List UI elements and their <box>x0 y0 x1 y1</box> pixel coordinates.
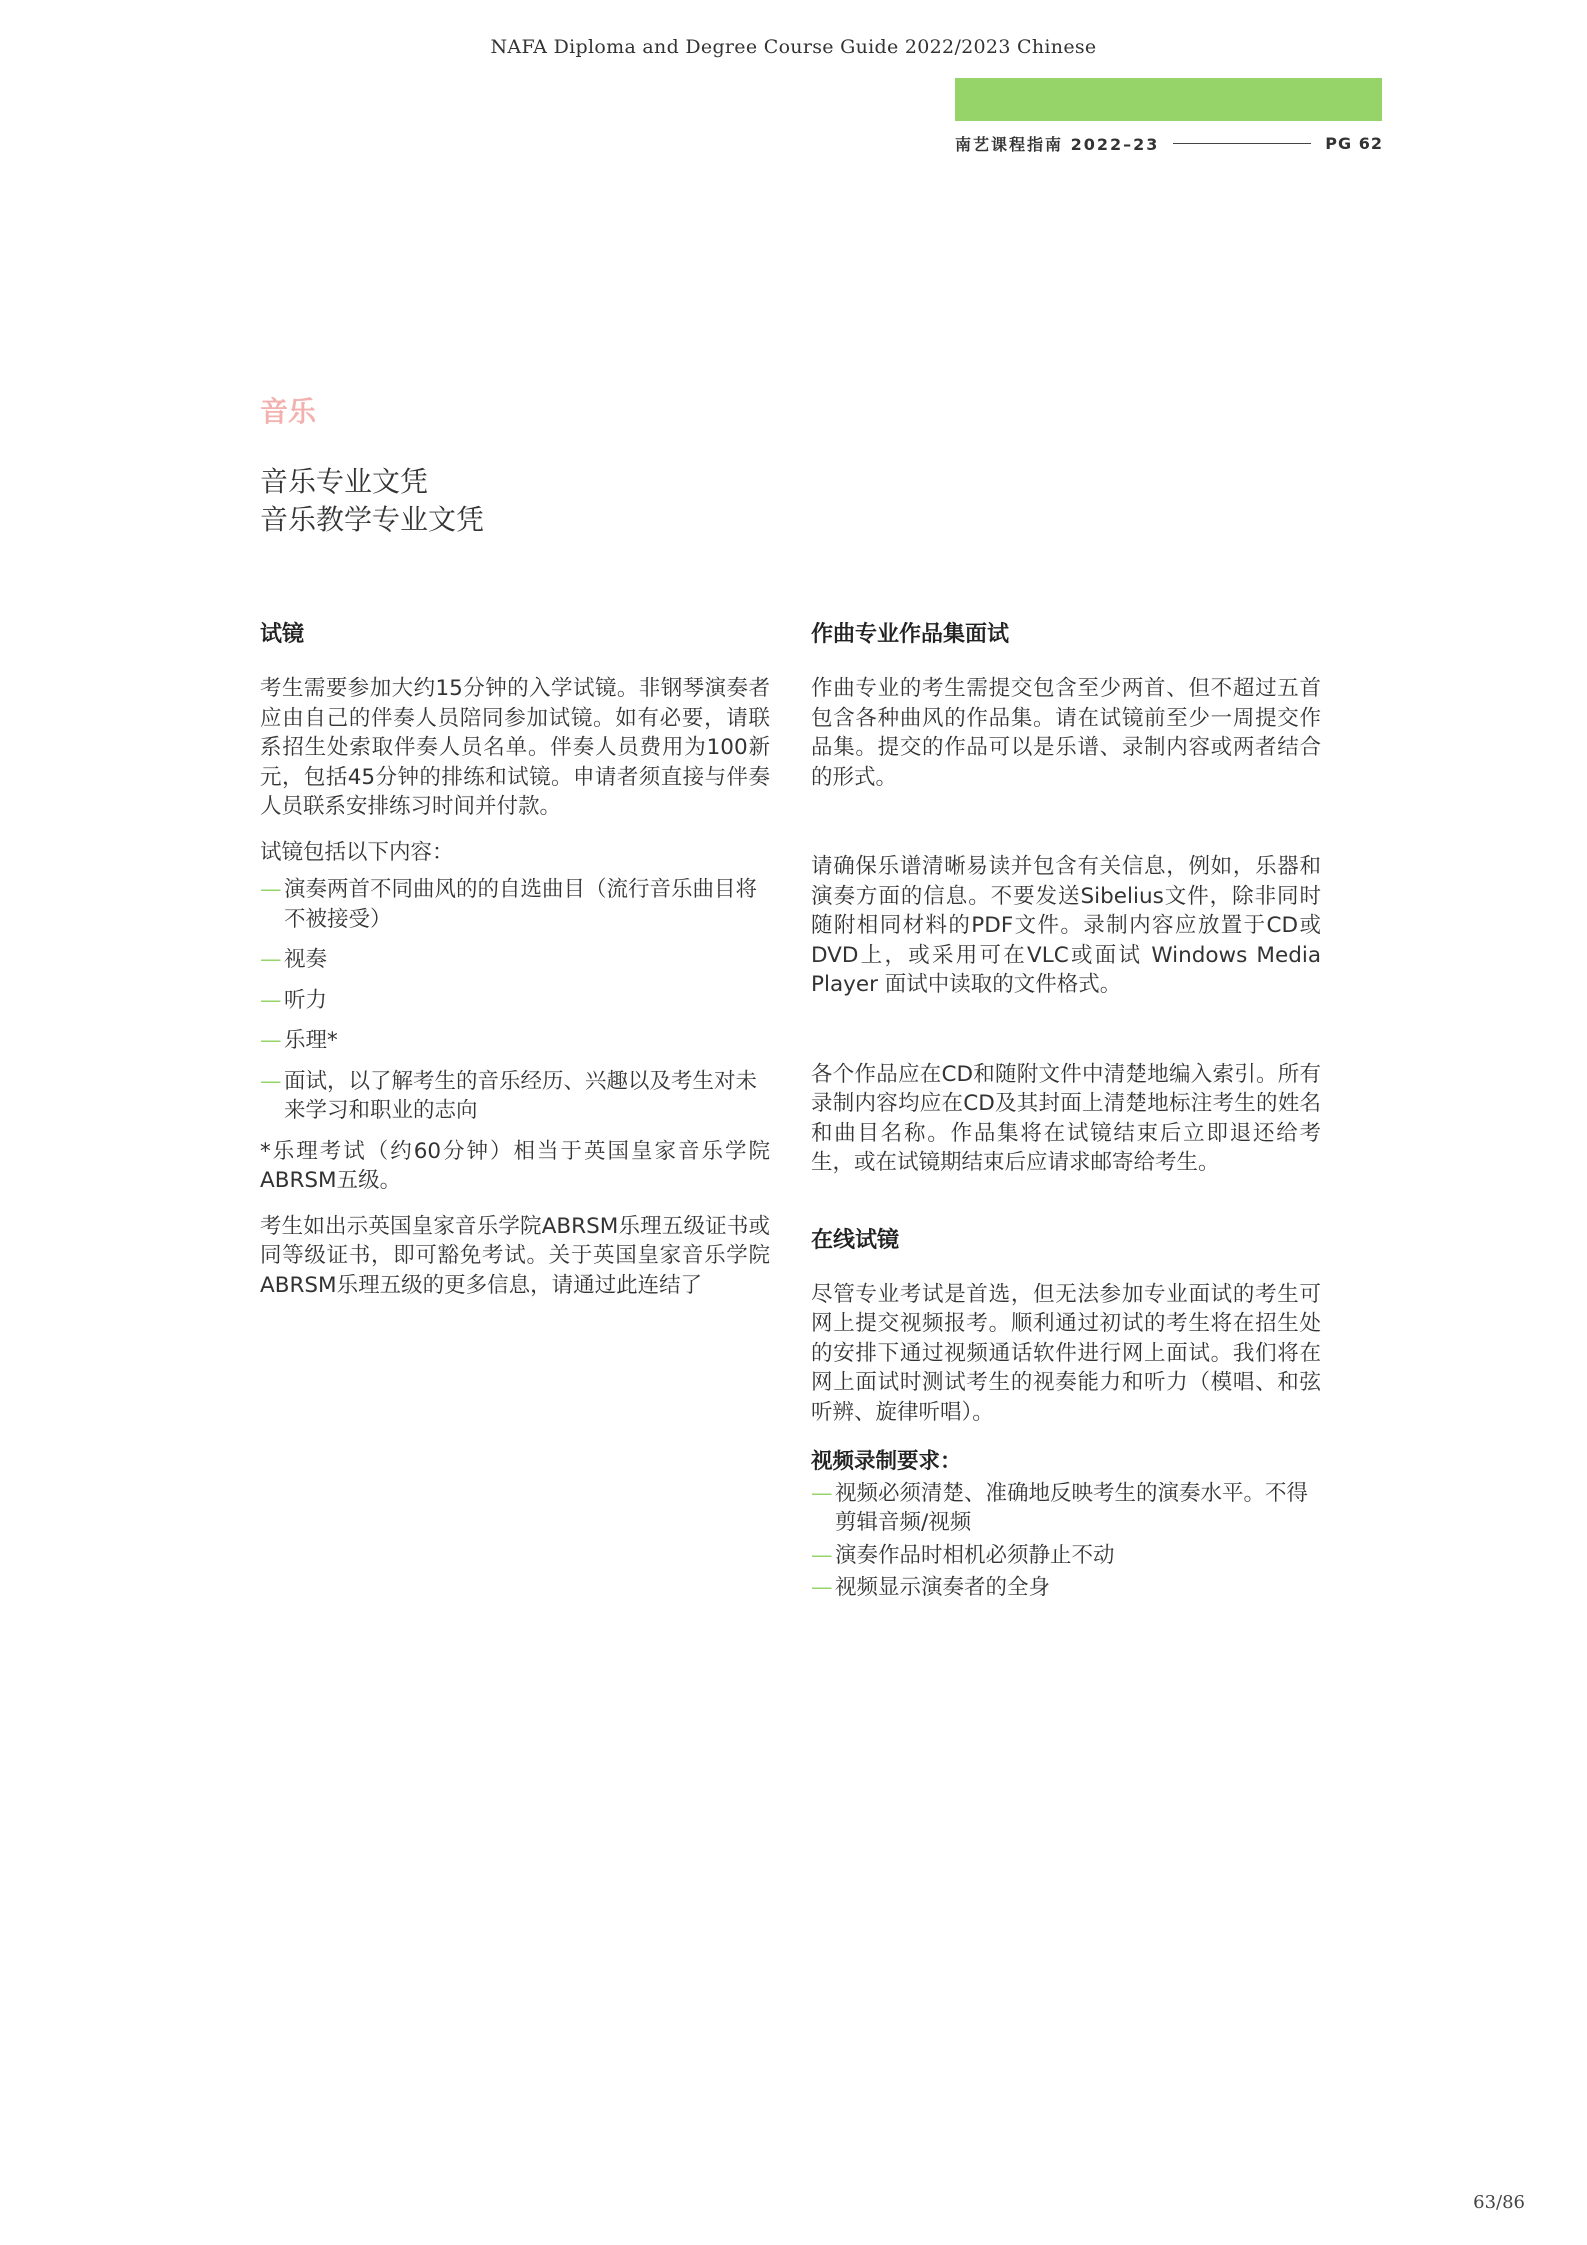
list-item: — 视奏 <box>260 945 770 975</box>
program-title-1: 音乐专业文凭 <box>260 465 429 498</box>
exemption-note: 考生如出示英国皇家音乐学院ABRSM乐理五级证书或同等级证书，即可豁免考试。关于英国皇家音乐学院ABRSM乐理五级的更多信息，请通过此连结了 <box>260 1213 770 1298</box>
composition-paragraph-1: 作曲专业的考生需提交包含至少两首、但不超过五首包含各种曲风的作品集。请在试镜前至少一周提交作品集。提交的作品可以是乐谱、录制内容或两者结合的形式。 <box>811 676 1321 790</box>
list-item: — 听力 <box>260 986 770 1016</box>
dash-icon: — <box>260 1028 282 1053</box>
dash-icon: — <box>260 1068 282 1094</box>
list-item: — 演奏作品时相机必须静止不动 <box>811 1541 1321 1571</box>
running-head-rule <box>1173 143 1311 144</box>
page-counter: 63/86 <box>1473 2192 1525 2213</box>
dash-icon: — <box>811 1480 833 1506</box>
composition-heading: 作曲专业作品集面试 <box>811 622 1010 647</box>
left-column <box>260 620 770 1300</box>
program-title-2: 音乐教学专业文凭 <box>260 503 485 536</box>
list-item: — 视频显示演奏者的全身 <box>811 1573 1321 1603</box>
list-item: — 视频必须清楚、准确地反映考生的演奏水平。不得剪辑音频/视频 <box>811 1480 1309 1535</box>
dash-icon: — <box>260 877 282 902</box>
dash-icon: — <box>260 987 282 1013</box>
online-paragraph: 尽管专业考试是首选，但无法参加专业面试的考生可网上提交视频报考。顺利通过初试的考生将在招生处的安排下通过视频通话软件进行网上面试。我们将在网上面试时测试考生的视奏能力和听力（模唱、和弦听辨、旋律听唱）。 <box>811 1281 1321 1425</box>
section-label: 音乐 <box>260 395 317 428</box>
dash-icon: — <box>260 947 282 972</box>
includes-intro: 试镜包括以下内容： <box>260 839 454 865</box>
online-heading: 在线试镜 <box>811 1227 900 1253</box>
list-item: — 面试，以了解考生的音乐经历、兴趣以及考生对未来学习和职业的志向 <box>260 1068 758 1123</box>
audition-heading: 试镜 <box>260 622 305 647</box>
composition-paragraph-3: 各个作品应在CD和随附文件中清楚地编入索引。所有录制内容均应在CD及其封面上清楚地标注考生的姓名和曲目名称。作品集将在试镜结束后立即退还给考生，或在试镜期结束后应请求邮寄给考生。 <box>811 1061 1321 1175</box>
right-column <box>811 620 1321 1606</box>
video-requirements-list <box>811 1479 1321 1603</box>
theory-note: *乐理考试（约60分钟）相当于英国皇家音乐学院ABRSM五级。 <box>260 1138 770 1193</box>
audition-paragraph: 考生需要参加大约15分钟的入学试镜。非钢琴演奏者应由自己的伴奏人员陪同参加试镜。如有必要，请联系招生处索取伴奏人员名单。伴奏人员费用为100新元，包括45分钟的排练和试镜。申请者须直接与伴奏人员联系安排练习时间并付款。 <box>260 676 770 819</box>
dash-icon: — <box>811 1575 833 1600</box>
page-number-label: PG 62 <box>1325 133 1383 153</box>
dash-icon: — <box>811 1542 833 1568</box>
list-item: — 乐理* <box>260 1026 770 1056</box>
running-head <box>955 131 1383 155</box>
green-header-bar <box>955 78 1382 121</box>
program-titles <box>260 463 484 539</box>
video-requirements-heading: 视频录制要求： <box>811 1449 962 1474</box>
audition-includes-list <box>260 875 770 1126</box>
guide-title: 南艺课程指南 2022–23 <box>955 134 1160 154</box>
pdf-header: NAFA Diploma and Degree Course Guide 2022/2023 Chinese <box>490 36 1097 58</box>
list-item: — 演奏两首不同曲风的的自选曲目（流行音乐曲目将不被接受） <box>260 877 758 932</box>
composition-paragraph-2: 请确保乐谱清晰易读并包含有关信息，例如，乐器和演奏方面的信息。不要发送Sibelius文件，除非同时随附相同材料的PDF文件。录制内容应放置于CD或DVD上，或采用可在VLC或面试 Windows Media Player 面试中读取的文件格式。 <box>811 854 1321 997</box>
